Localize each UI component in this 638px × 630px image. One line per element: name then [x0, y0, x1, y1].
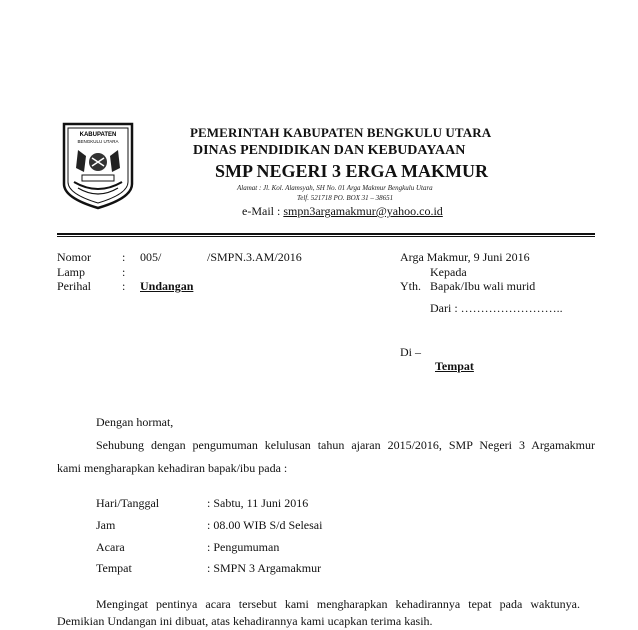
perihal-colon: :	[122, 279, 126, 293]
place-date: Arga Makmur, 9 Juni 2016	[400, 250, 530, 264]
nomor-value: 005/	[140, 250, 162, 264]
detail-value: : SMPN 3 Argamakmur	[207, 561, 322, 575]
header-rule-thin	[57, 236, 595, 237]
perihal-value: Undangan	[140, 279, 194, 293]
nomor-suffix: /SMPN.3.AM/2016	[207, 250, 302, 264]
letterhead-school: SMP NEGERI 3 ERGA MAKMUR	[215, 161, 489, 181]
kepada-label: Kepada	[430, 265, 467, 279]
lamp-colon: :	[122, 265, 126, 279]
dari-line: Dari : ……………………..	[430, 301, 563, 315]
di-label: Di –	[400, 345, 421, 359]
paragraph-3: Demikian Undangan ini dibuat, atas kehadirannya kami ucapkan terima kasih.	[57, 614, 433, 628]
letterhead-address: Alamat : Jl. Kol. Alamsyah, SH No. 01 Arga Makmur Bengkulu Utara	[237, 184, 433, 192]
yth-value: Bapak/Ibu wali murid	[430, 279, 536, 293]
lamp-label: Lamp	[57, 265, 85, 279]
email-link[interactable]: smpn3argamakmur@yahoo.co.id	[283, 204, 443, 218]
tempat-label: Tempat	[435, 359, 474, 373]
detail-label: Acara	[96, 540, 125, 554]
letterhead-government: PEMERINTAH KABUPATEN BENGKULU UTARA	[190, 125, 492, 140]
detail-label: Jam	[96, 518, 116, 532]
detail-value: : Pengumuman	[207, 540, 280, 554]
nomor-label: Nomor	[57, 250, 91, 264]
paragraph-2: Mengingat pentinya acara tersebut kami mengharapkan kehadirannya tepat pada waktunya.	[96, 597, 580, 611]
regency-logo	[60, 120, 136, 210]
detail-label: Hari/Tanggal	[96, 496, 160, 510]
detail-value: : 08.00 WIB S/d Selesai	[207, 518, 323, 532]
perihal-label: Perihal	[57, 279, 91, 293]
header-rule	[57, 233, 595, 235]
paragraph-1-line-2: kami mengharapkan kehadiran bapak/ibu pada :	[57, 461, 288, 475]
detail-value: : Sabtu, 11 Juni 2016	[207, 496, 309, 510]
letterhead-department: DINAS PENDIDIKAN DAN KEBUDAYAAN	[193, 143, 466, 158]
paragraph-1-line-1: Sehubung dengan pengumuman kelulusan tahun ajaran 2015/2016, SMP Negeri 3 Argamakmur	[96, 438, 595, 452]
svg-text:KABUPATEN: KABUPATEN	[79, 132, 117, 138]
nomor-colon: :	[122, 250, 126, 264]
yth-label: Yth.	[400, 279, 421, 293]
letterhead-phone: Telf. 521718 PO. BOX 31 – 38651	[297, 194, 394, 202]
svg-text:BENGKULU UTARA: BENGKULU UTARA	[77, 139, 119, 144]
letterhead-email: e-Mail : smpn3argamakmur@yahoo.co.id	[242, 204, 443, 218]
greeting: Dengan hormat,	[96, 415, 174, 429]
detail-label: Tempat	[96, 561, 132, 575]
